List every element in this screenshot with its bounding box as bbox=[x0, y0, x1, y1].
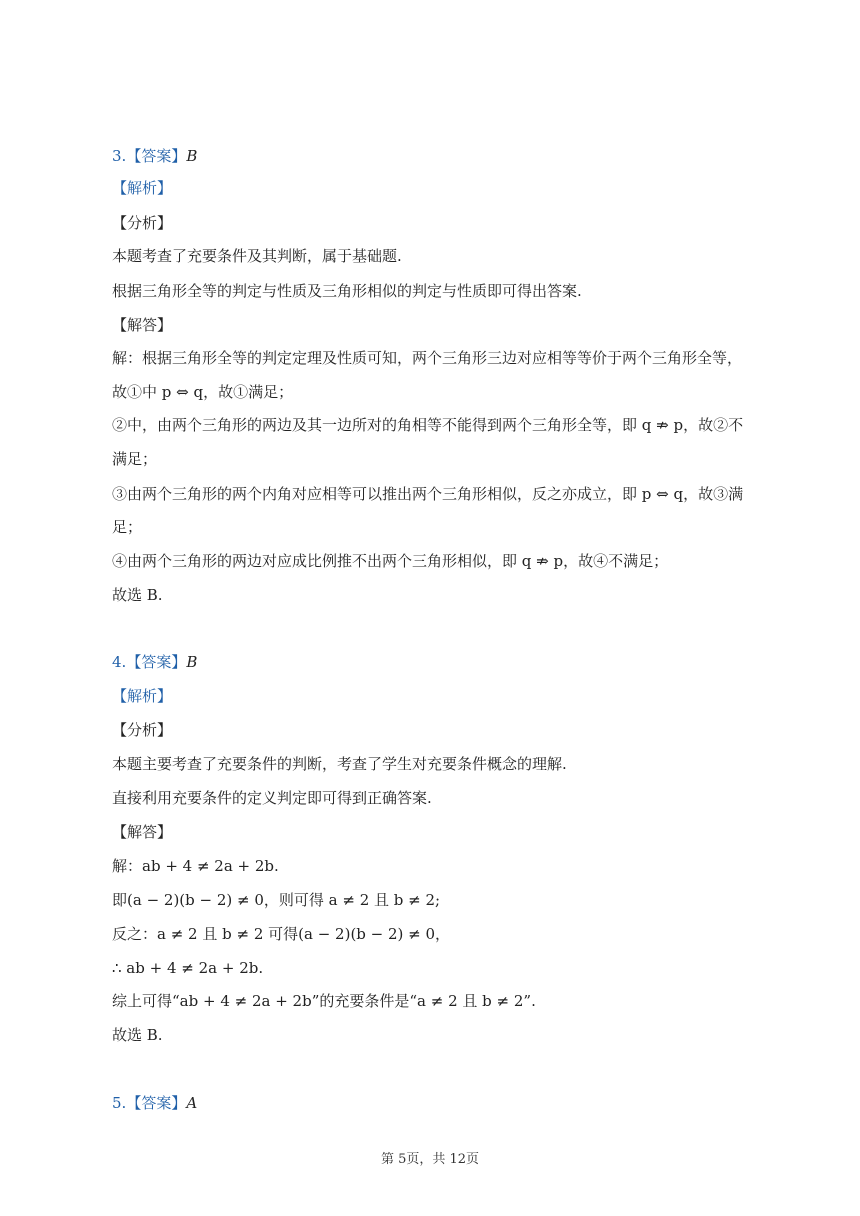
page-footer: 第 5页，共 12页 bbox=[380, 1152, 480, 1167]
q4-solve-tag: 【解答】 bbox=[112, 823, 173, 841]
q4-answer-tag: 【答案】 bbox=[126, 653, 187, 671]
q3-answer-tag: 【答案】 bbox=[126, 147, 187, 165]
q3-solve-line-6: 足； bbox=[112, 518, 143, 536]
q4-solve-line-5: 综上可得“ab + 4 ≠ 2a + 2b”的充要条件是“a ≠ 2 且 b ≠ 2”. bbox=[112, 992, 536, 1010]
q3-solve-line-1: 解：根据三角形全等的判定定理及性质可知，两个三角形三边对应相等等价于两个三角形全等， bbox=[112, 349, 743, 367]
q3-answer-value: B bbox=[186, 147, 198, 165]
q3-solve-line-5: ③由两个三角形的两个内角对应相等可以推出两个三角形相似，反之亦成立，即 p ⇔ q，故③满 bbox=[112, 485, 744, 503]
q3-solve-line-3: ②中，由两个三角形的两边及其一边所对的角相等不能得到两个三角形全等，即 q ⇏ p，故②不 bbox=[112, 416, 744, 434]
q5-answer-tag: 【答案】 bbox=[126, 1094, 187, 1112]
q4-answer-line bbox=[112, 652, 752, 672]
q4-solve-line-4: ∴ ab + 4 ≠ 2a + 2b. bbox=[112, 959, 264, 977]
q3-solve-line-2: 故①中 p ⇔ q，故①满足； bbox=[112, 383, 294, 401]
q4-fenxi-line-1: 本题主要考查了充要条件的判断，考查了学生对充要条件概念的理解. bbox=[112, 755, 567, 773]
q4-solve-line-3: 反之：a ≠ 2 且 b ≠ 2 可得(a − 2)(b − 2) ≠ 0， bbox=[112, 925, 451, 943]
q3-number: 3. bbox=[112, 147, 127, 165]
q5-number: 5. bbox=[112, 1094, 127, 1112]
q4-solve-line-1: 解：ab + 4 ≠ 2a + 2b. bbox=[112, 857, 279, 875]
q4-solve-line-6: 故选 B. bbox=[112, 1026, 163, 1044]
q4-fenxi-tag: 【分析】 bbox=[112, 721, 173, 739]
q4-analysis-tag: 【解析】 bbox=[112, 687, 173, 705]
q3-fenxi-tag: 【分析】 bbox=[112, 214, 173, 232]
q3-solve-line-8: 故选 B. bbox=[112, 586, 163, 604]
q3-solve-line-7: ④由两个三角形的两边对应成比例推不出两个三角形相似，即 q ⇏ p，故④不满足； bbox=[112, 552, 669, 570]
q4-number: 4. bbox=[112, 653, 127, 671]
q3-analysis-tag: 【解析】 bbox=[112, 179, 173, 197]
q4-answer-value: B bbox=[186, 653, 198, 671]
q4-solve-line-2: 即(a − 2)(b − 2) ≠ 0，则可得 a ≠ 2 且 b ≠ 2; bbox=[112, 891, 441, 909]
q5-answer-line bbox=[112, 1093, 752, 1113]
q4-fenxi-line-2: 直接利用充要条件的定义判定即可得到正确答案. bbox=[112, 789, 432, 807]
q5-answer-value: A bbox=[186, 1094, 198, 1112]
q3-fenxi-line-2: 根据三角形全等的判定与性质及三角形相似的判定与性质即可得出答案. bbox=[112, 282, 582, 300]
q3-answer-line bbox=[112, 146, 752, 166]
q3-solve-line-4: 满足； bbox=[112, 450, 158, 468]
q3-solve-tag: 【解答】 bbox=[112, 316, 173, 334]
q3-fenxi-line-1: 本题考查了充要条件及其判断，属于基础题. bbox=[112, 247, 402, 265]
